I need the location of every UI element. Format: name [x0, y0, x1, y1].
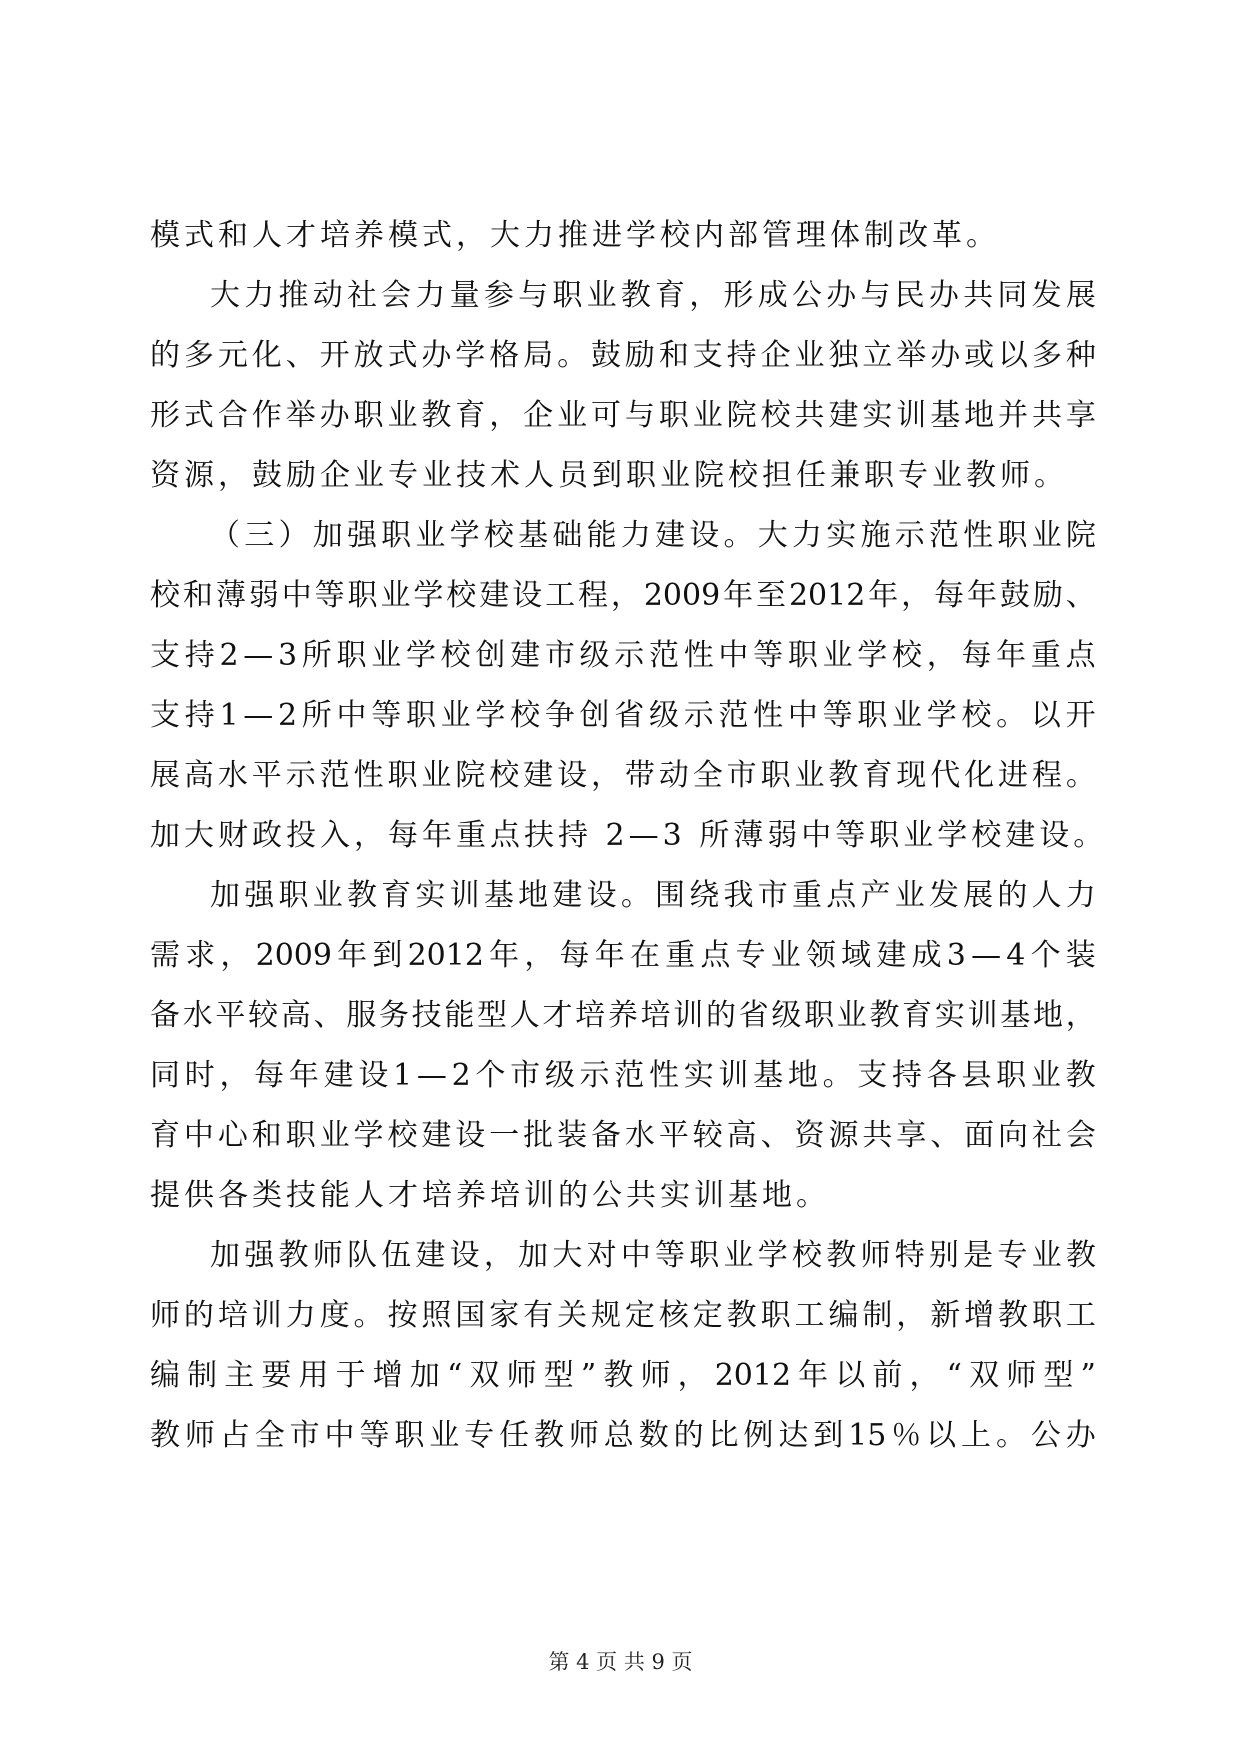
text-line: 的 多 元 化 、 开 放 式 办 学 格 局 。 鼓 励 和 支 持 企 业 独 立 举 办 或 以 多 种: [150, 338, 1096, 373]
text-line: 大 力 推 动 社 会 力 量 参 与 职 业 教 育 ， 形 成 公 办 与 民 办 共 同 发 展: [210, 278, 1096, 313]
text-line: 形 式 合 作 举 办 职 业 教 育 ， 企 业 可 与 职 业 院 校 共 建 实 训 基 地 并 共 享: [150, 398, 1096, 433]
text-line: （ 三 ） 加 强 职 业 学 校 基 础 能 力 建 设 。 大 力 实 施 示 范 性 职 业 院: [210, 518, 1096, 553]
document-body: [150, 206, 1108, 1466]
text-line: 提供各类技能人才培养培训的公共实训基地。: [150, 1178, 830, 1213]
text-line: 需 求 ， 2009 年 到 2012 年 ， 每 年 在 重 点 专 业 领 域 建 成 3 — 4 个 装: [150, 938, 1096, 973]
text-line: 教 师 占 全 市 中 等 职 业 专 任 教 师 总 数 的 比 例 达 到 15 ％ 以 上 。 公 办: [150, 1418, 1096, 1453]
text-line: 育 中 心 和 职 业 学 校 建 设 一 批 装 备 水 平 较 高 、 资 源 共 享 、 面 向 社 会: [150, 1118, 1096, 1153]
text-line: 同 时 ， 每 年 建 设 1 — 2 个 市 级 示 范 性 实 训 基 地 。 支 持 各 县 职 业 教: [150, 1058, 1096, 1093]
text-line: 展 高 水 平 示 范 性 职 业 院 校 建 设 ， 带 动 全 市 职 业 教 育 现 代 化 进 程 。: [150, 758, 1096, 793]
text-line: 校 和 薄 弱 中 等 职 业 学 校 建 设 工 程 ， 2009 年 至 2012 年 ， 每 年 鼓 励 、: [150, 578, 1096, 613]
text-line: 模式和人才培养模式，大力推进学校内部管理体制改革。: [150, 218, 1000, 253]
text-line: 师 的 培 训 力 度 。 按 照 国 家 有 关 规 定 核 定 教 职 工 编 制 ， 新 增 教 职 工: [150, 1298, 1096, 1333]
text-line: 加大财政投入，每年重点扶持 2—3 所薄弱中等职业学校建设。: [150, 818, 1108, 853]
text-line: 编 制 主 要 用 于 增 加 “ 双 师 型 ” 教 师 ， 2012 年 以 前 ， “ 双 师 型 ”: [150, 1358, 1096, 1393]
text-line: 资源，鼓励企业专业技术人员到职业院校担任兼职专业教师。: [150, 458, 1068, 493]
text-line: 加 强 教 师 队 伍 建 设 ， 加 大 对 中 等 职 业 学 校 教 师 特 别 是 专 业 教: [210, 1238, 1096, 1273]
text-line: 支 持 2 — 3 所 职 业 学 校 创 建 市 级 示 范 性 中 等 职 业 学 校 ， 每 年 重 点: [150, 638, 1096, 673]
text-line: 支 持 1 — 2 所 中 等 职 业 学 校 争 创 省 级 示 范 性 中 等 职 业 学 校 。 以 开: [150, 698, 1096, 733]
text-line: 备 水 平 较 高 、 服 务 技 能 型 人 才 培 养 培 训 的 省 级 职 业 教 育 实 训 基 地 ，: [150, 998, 1096, 1033]
text-line: 加 强 职 业 教 育 实 训 基 地 建 设 。 围 绕 我 市 重 点 产 业 发 展 的 人 力: [210, 878, 1096, 913]
page-number-footer: 第 4 页 共 9 页: [548, 1650, 693, 1674]
